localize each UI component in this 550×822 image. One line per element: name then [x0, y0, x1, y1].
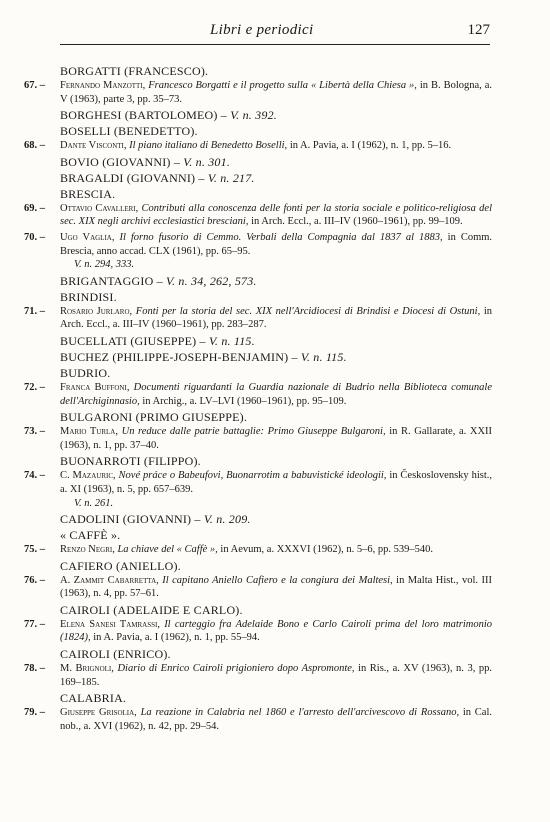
cross-reference: V. n. 392. — [230, 108, 277, 123]
entry-author: Mario Turla, — [60, 426, 118, 438]
entry-source: in Malta Hist., vol. III (1963), n. 4, pp. 57–61. — [60, 574, 493, 600]
entry-text — [60, 706, 492, 733]
bibliography-entry — [24, 79, 492, 106]
entry-source: in Comm. Brescia, anno accad. CLX (1961), pp. 65–95. — [60, 231, 493, 257]
entry-source: in Cal. nob., a. XVI (1962), n. 42, pp. 29–54. — [60, 707, 493, 732]
subject-label: BUONARROTI (FILIPPO). — [60, 454, 201, 469]
running-title: Libri e periodici — [210, 22, 314, 38]
entry-author: Renzo Negri, — [60, 544, 115, 556]
entry-see-also: V. n. 261. — [74, 497, 114, 509]
entry-text — [60, 574, 492, 601]
entry-number: 71. – — [24, 305, 45, 317]
entry-number: 74. – — [24, 470, 45, 482]
bibliography-entry — [24, 139, 492, 153]
entry-title: Un reduce dalle patrie battaglie: Primo Giuseppe Bulgaroni, — [121, 426, 386, 438]
subject-label: BRIGANTAGGIO – — [60, 273, 163, 288]
entry-title: Francesco Borgatti e il progetto sulla « Libertà della Chiesa », — [148, 80, 417, 91]
entry-author: Ottavio Cavalleri, — [60, 202, 139, 214]
entry-author: M. Brignoli, — [60, 663, 114, 675]
subject-label: « CAFFÈ ». — [60, 528, 121, 543]
subject-heading — [60, 559, 492, 573]
page-number: 127 — [467, 22, 490, 38]
bibliography-entry — [24, 202, 492, 229]
entry-text — [60, 79, 492, 106]
subject-label: BORGHESI (BARTOLOMEO) – — [60, 108, 227, 123]
subject-label: BRAGALDI (GIOVANNI) – — [60, 170, 205, 185]
subject-heading — [60, 454, 492, 468]
cross-reference: V. n. 115. — [208, 333, 255, 348]
subject-heading — [60, 334, 492, 348]
subject-heading — [60, 528, 492, 542]
bibliography-entry — [24, 662, 492, 689]
subject-heading — [60, 187, 492, 201]
entry-author: Giuseppe Grisolia, — [60, 707, 137, 719]
entry-text — [60, 425, 492, 452]
subject-label: BRESCIA. — [60, 186, 116, 201]
entry-text — [60, 139, 492, 153]
bibliography-entry — [24, 469, 492, 510]
bibliography-entry — [24, 425, 492, 452]
subject-heading — [60, 274, 492, 288]
subject-heading — [60, 647, 492, 661]
entry-source: in Arch. Eccl., a. III–IV (1960–1961), pp. 99–109. — [251, 216, 463, 228]
running-header — [60, 22, 490, 42]
subject-heading — [60, 108, 492, 122]
entry-text — [60, 202, 492, 229]
cross-reference: V. n. 301. — [183, 154, 231, 169]
subject-heading — [60, 290, 492, 304]
entry-number: 78. – — [24, 663, 45, 675]
bibliography-list — [24, 62, 492, 735]
cross-reference: V. n. 217. — [207, 170, 255, 185]
subject-label: BOSELLI (BENEDETTO). — [60, 124, 198, 139]
entry-title: Nové práce o Babeufovi, Buonarrotim a babuvistické ideologii, — [118, 470, 387, 482]
subject-label: BOVIO (GIOVANNI) – — [60, 154, 181, 169]
entry-number: 67. – — [24, 80, 45, 91]
entry-title: Diario di Enrico Cairoli prigioniero dopo Aspromonte, — [117, 663, 355, 675]
subject-label: CAFIERO (ANIELLO). — [60, 558, 181, 573]
entry-author: Rosario Jurlaro, — [60, 305, 133, 317]
subject-heading — [60, 603, 492, 617]
cross-reference: V. n. 209. — [203, 512, 251, 527]
bibliography-entry — [24, 618, 492, 645]
entry-title: Contributi alla conoscenza delle fonti per la storia sociale e politico-religiosa del sec. XIX negli archivi ecclesiastici bresciani, — [60, 202, 492, 228]
header-rule — [60, 44, 490, 45]
entry-number: 76. – — [24, 574, 45, 586]
subject-label: BULGARONI (PRIMO GIUSEPPE). — [60, 410, 248, 425]
entry-author: Dante Visconti, — [60, 140, 127, 152]
entry-number: 73. – — [24, 426, 45, 438]
subject-label: CADOLINI (GIOVANNI) – — [60, 512, 201, 527]
entry-source: in B. Bologna, a. V (1963), parte 3, pp. 35–73. — [60, 80, 493, 105]
entry-title: Il capitano Aniello Cafiero e la congiura dei Maltesi, — [162, 574, 393, 586]
entry-author: Fernando Manzotti, — [60, 80, 146, 91]
entry-source: in Československy hist., a. XI (1963), n. 5, pp. 657–639. — [60, 470, 493, 495]
entry-text — [60, 305, 492, 332]
entry-author: A. Zammit Cabarretta, — [60, 574, 159, 586]
subject-heading — [60, 64, 492, 78]
entry-see-also: V. n. 294, 333. — [74, 259, 135, 271]
entry-author: Elena Sanesi Tamrassi, — [60, 618, 160, 630]
subject-label: BUCHEZ (PHILIPPE-JOSEPH-BENJAMIN) – — [60, 349, 298, 364]
entry-number: 77. – — [24, 618, 45, 630]
bibliography-entry — [24, 543, 492, 557]
bibliography-entry — [24, 231, 492, 272]
cross-reference: V. n. 34, 262, 573. — [166, 273, 257, 288]
entry-number: 68. – — [24, 140, 45, 152]
subject-heading — [60, 155, 492, 169]
subject-label: CAIROLI (ENRICO). — [60, 647, 171, 662]
subject-label: BRINDISI. — [60, 289, 117, 304]
subject-label: BUDRIO. — [60, 365, 111, 380]
subject-label: CALABRIA. — [60, 691, 127, 706]
entry-number: 69. – — [24, 202, 45, 214]
bibliography-entry — [24, 305, 492, 332]
entry-source: in Aevum, a. XXXVI (1962), n. 5–6, pp. 539–540. — [220, 544, 434, 556]
bibliography-entry — [24, 706, 492, 733]
entry-title: Fonti per la storia del sec. XIX nell'Arcidiocesi di Brindisi e Diocesi di Ostuni, — [135, 305, 481, 317]
entry-author: Franca Buffoni, — [60, 381, 130, 393]
subject-heading — [60, 410, 492, 424]
subject-heading — [60, 512, 492, 526]
bibliography-entry — [24, 381, 492, 408]
entry-title: Documenti riguardanti la Guardia nazionale di Budrio nella Biblioteca comunale dell'Archiginnasio, — [60, 381, 492, 407]
subject-label: BUCELLATI (GIUSEPPE) – — [60, 333, 206, 348]
entry-title: Il piano italiano di Benedetto Boselli, — [129, 140, 288, 152]
entry-title: Il carteggio fra Adelaide Bono e Carlo Cairoli prima del loro matrimonio (1824), — [60, 618, 493, 644]
entry-source: in Arch. Eccl., a. III–IV (1960–1961), pp. 283–287. — [60, 305, 493, 331]
entry-text — [60, 543, 492, 557]
subject-heading — [60, 350, 492, 364]
entry-source: in R. Gallarate, a. XXII (1963), n. 1, pp. 37–40. — [60, 426, 493, 451]
entry-title: Il forno fusorio di Cemmo. Verbali della Compagnia dal 1837 al 1883, — [119, 231, 443, 243]
subject-label: CAIROLI (ADELAIDE E CARLO). — [60, 602, 243, 617]
entry-source: in A. Pavia, a. I (1962), n. 1, pp. 5–16. — [289, 140, 452, 152]
bibliography-entry — [24, 574, 492, 601]
subject-heading — [60, 691, 492, 705]
entry-text — [60, 618, 492, 645]
entry-text — [60, 662, 492, 689]
entry-text — [60, 469, 492, 510]
entry-title: La reazione in Calabria nel 1860 e l'arresto dell'arcivescovo di Rossano, — [140, 707, 460, 719]
entry-number: 70. – — [24, 231, 45, 243]
entry-number: 75. – — [24, 544, 45, 556]
entry-text — [60, 231, 492, 272]
subject-heading — [60, 366, 492, 380]
entry-text — [60, 381, 492, 408]
cross-reference: V. n. 115. — [300, 349, 347, 364]
entry-source: in Ris., a. XV (1963), n. 3, pp. 169–185. — [60, 663, 492, 688]
subject-heading — [60, 124, 492, 138]
entry-source: in A. Pavia, a. I (1962), n. 1, pp. 55–94. — [93, 632, 260, 644]
entry-author: C. Mazauric, — [60, 470, 116, 482]
entry-number: 72. – — [24, 381, 45, 393]
entry-number: 79. – — [24, 707, 45, 719]
entry-author: Ugo Vaglia, — [60, 231, 115, 243]
entry-source: in Archig., a. LV–LVI (1960–1961), pp. 95–109. — [142, 395, 347, 407]
subject-label: BORGATTI (FRANCESCO). — [60, 64, 209, 78]
subject-heading — [60, 171, 492, 185]
entry-title: La chiave del « Caffè », — [117, 544, 218, 556]
